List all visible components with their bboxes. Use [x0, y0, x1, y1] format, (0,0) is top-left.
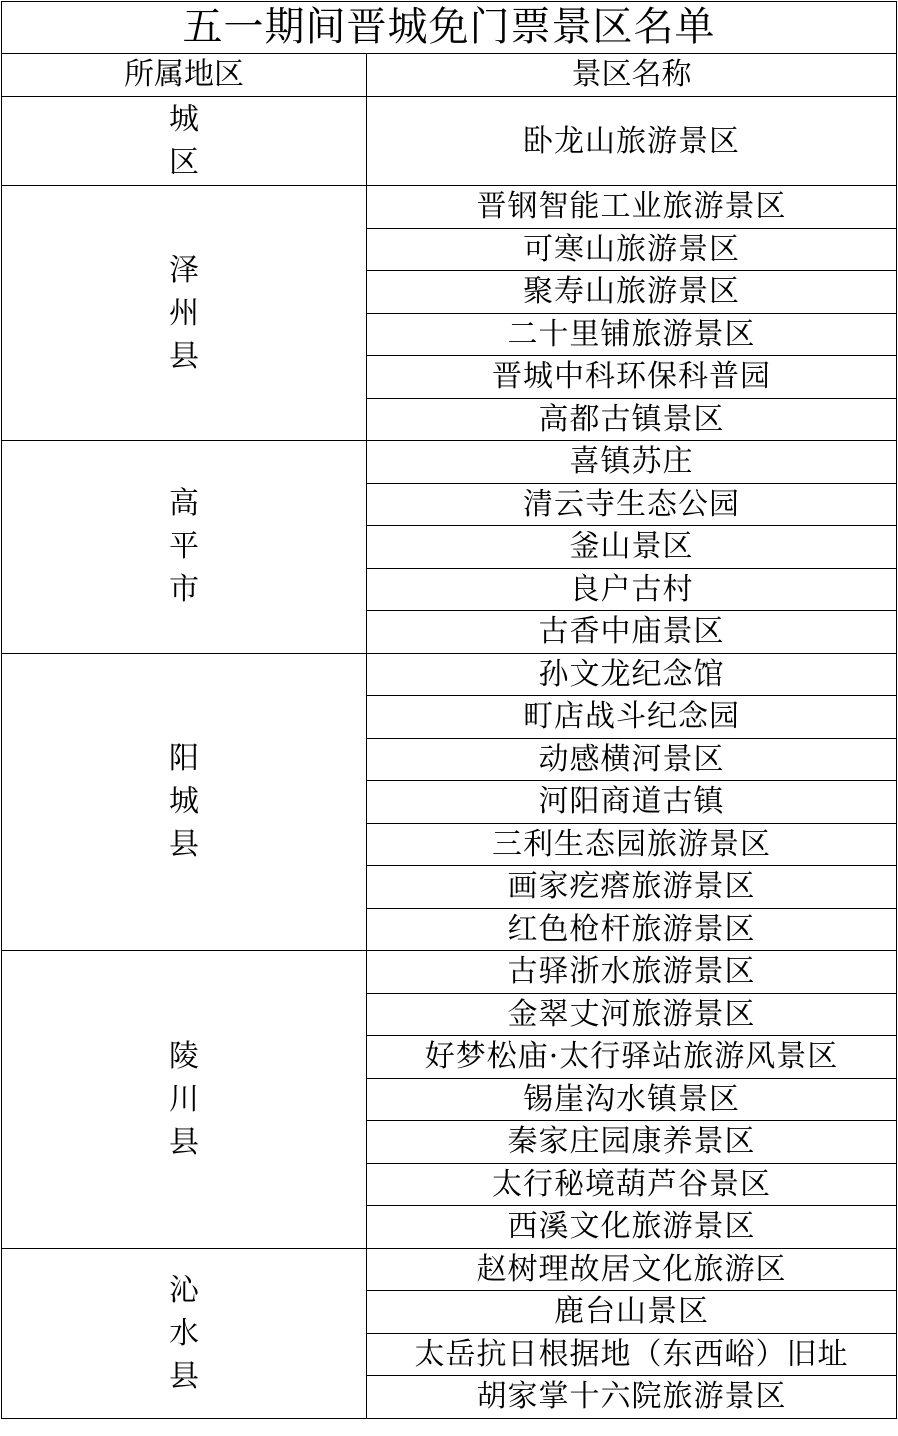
scenic-spot-name: 河阳商道古镇 — [367, 781, 897, 824]
scenic-spot-name: 红色枪杆旅游景区 — [367, 908, 897, 951]
header-row — [2, 54, 897, 97]
document-title: 五一期间晋城免门票景区名单 — [2, 2, 897, 54]
scenic-spot-name: 清云寺生态公园 — [367, 483, 897, 526]
region-name: 高平市 — [169, 486, 199, 608]
scenic-spot-name: 太岳抗日根据地（东西峪）旧址 — [367, 1333, 897, 1376]
scenic-spot-name: 釜山景区 — [367, 526, 897, 569]
table-row — [2, 653, 897, 696]
table-row — [2, 1248, 897, 1291]
scenic-spot-name: 金翠丈河旅游景区 — [367, 993, 897, 1036]
scenic-spot-name: 孙文龙纪念馆 — [367, 653, 897, 696]
region-name: 沁水县 — [169, 1272, 199, 1394]
scenic-spot-name: 良户古村 — [367, 568, 897, 611]
region-cell — [2, 97, 367, 186]
scenic-spot-name: 锡崖沟水镇景区 — [367, 1078, 897, 1121]
region-name: 阳城县 — [169, 741, 199, 863]
scenic-spot-name: 卧龙山旅游景区 — [367, 97, 897, 186]
region-cell — [2, 441, 367, 654]
scenic-spot-name: 古驿浙水旅游景区 — [367, 951, 897, 994]
table-row — [2, 441, 897, 484]
table-row — [2, 97, 897, 186]
scenic-spot-name: 晋城中科环保科普园 — [367, 356, 897, 399]
scenic-spot-name: 可寒山旅游景区 — [367, 228, 897, 271]
scenic-spot-name: 好梦松庙·太行驿站旅游风景区 — [367, 1036, 897, 1079]
scenic-spot-table — [1, 1, 897, 1419]
scenic-spot-name: 町店战斗纪念园 — [367, 696, 897, 739]
scenic-spot-name: 二十里铺旅游景区 — [367, 313, 897, 356]
scenic-spot-name: 鹿台山景区 — [367, 1291, 897, 1334]
scenic-spot-name: 聚寿山旅游景区 — [367, 271, 897, 314]
scenic-spot-name: 古香中庙景区 — [367, 611, 897, 654]
region-name: 城区 — [169, 102, 199, 180]
region-cell — [2, 1248, 367, 1418]
scenic-spot-name: 动感横河景区 — [367, 738, 897, 781]
region-cell — [2, 951, 367, 1249]
region-name: 泽州县 — [169, 252, 199, 374]
scenic-spot-name: 秦家庄园康养景区 — [367, 1121, 897, 1164]
scenic-spot-name: 西溪文化旅游景区 — [367, 1206, 897, 1249]
table-row — [2, 186, 897, 229]
scenic-spot-name: 赵树理故居文化旅游区 — [367, 1248, 897, 1291]
scenic-spot-name: 太行秘境葫芦谷景区 — [367, 1163, 897, 1206]
scenic-spot-name: 画家疙瘩旅游景区 — [367, 866, 897, 909]
scenic-spot-name: 晋钢智能工业旅游景区 — [367, 186, 897, 229]
table-body — [2, 2, 897, 1419]
table-row — [2, 951, 897, 994]
region-cell — [2, 653, 367, 951]
scenic-spot-name: 喜镇苏庄 — [367, 441, 897, 484]
column-header-site: 景区名称 — [367, 54, 897, 97]
region-cell — [2, 186, 367, 441]
scenic-spot-name: 胡家掌十六院旅游景区 — [367, 1376, 897, 1419]
title-row — [2, 2, 897, 54]
column-header-region: 所属地区 — [2, 54, 367, 97]
scenic-spot-name: 高都古镇景区 — [367, 398, 897, 441]
scenic-spot-name: 三利生态园旅游景区 — [367, 823, 897, 866]
region-name: 陵川县 — [169, 1038, 199, 1160]
